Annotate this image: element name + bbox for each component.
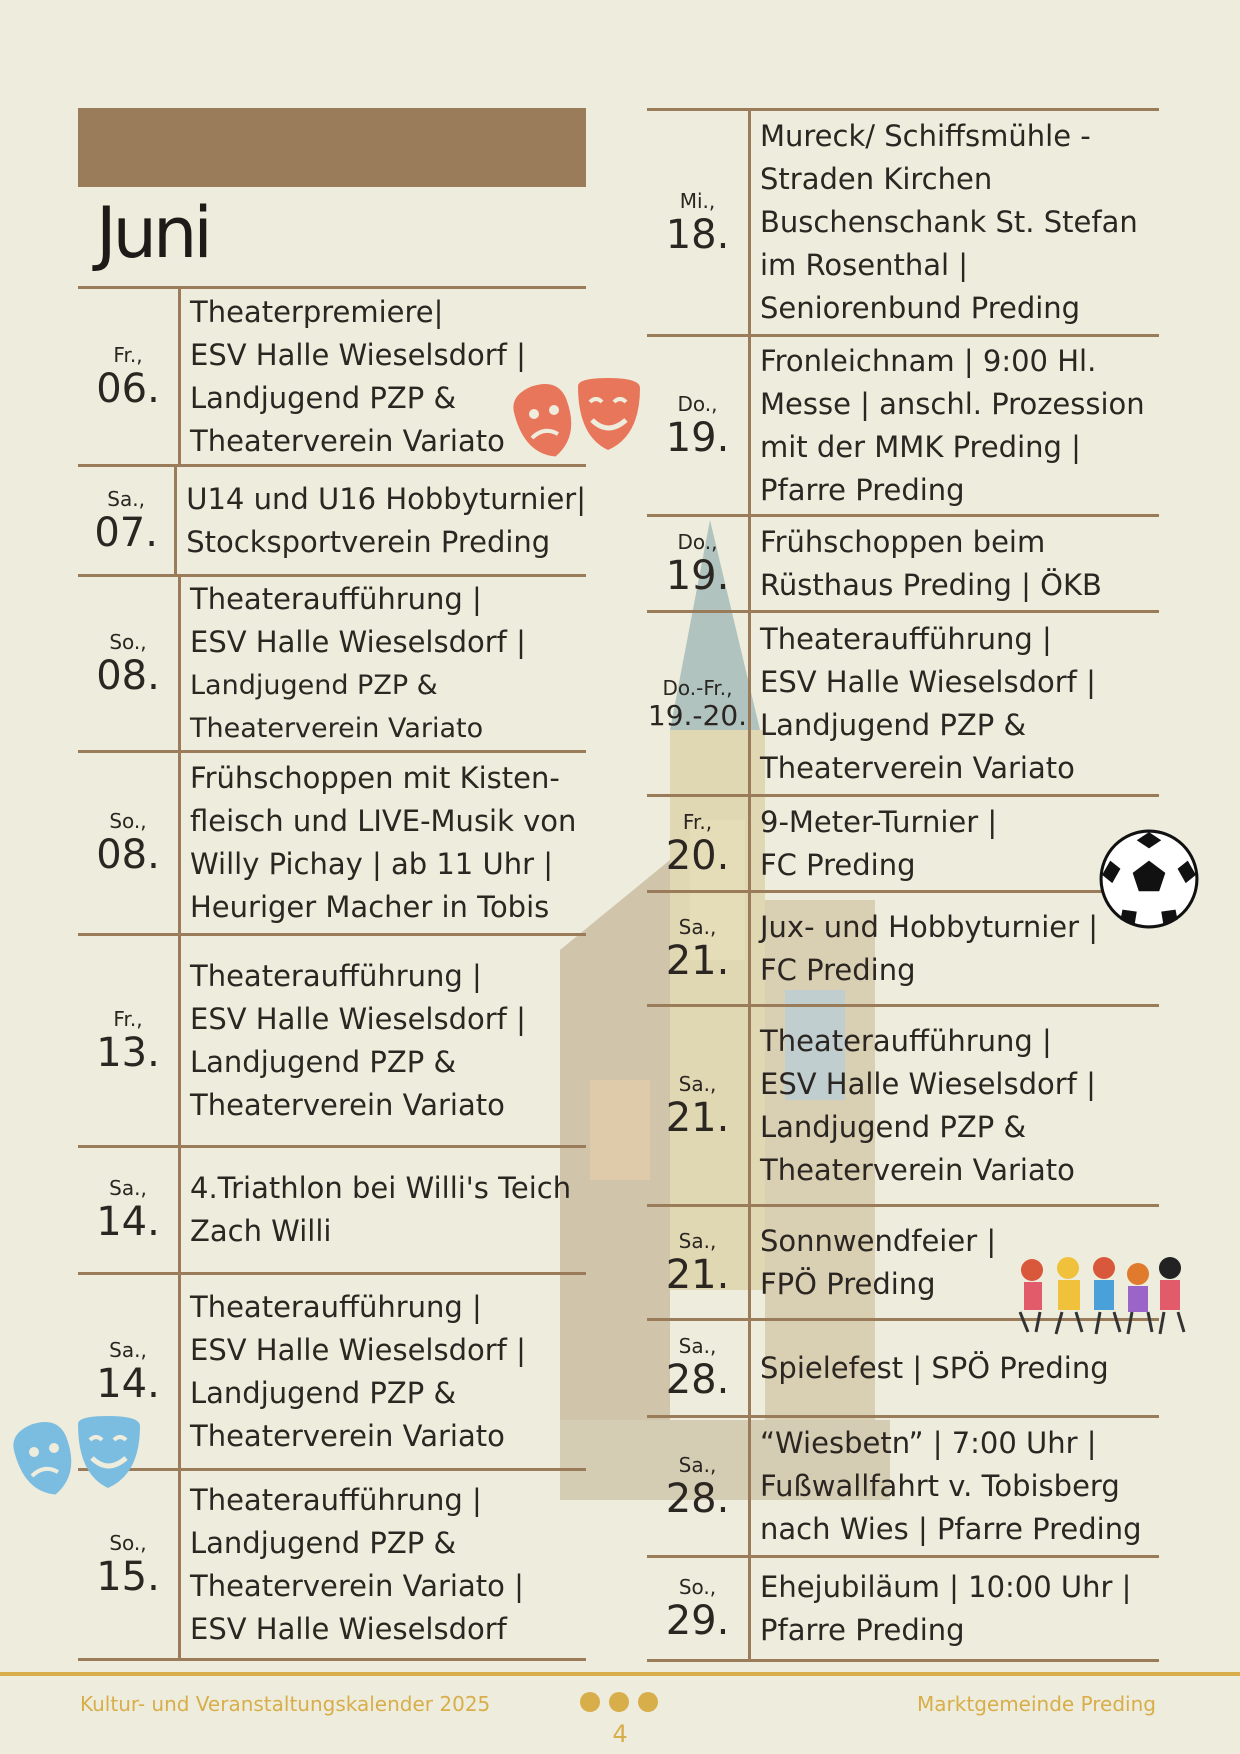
event-weekday: So.,: [109, 1530, 147, 1555]
table-row: [647, 893, 1159, 1007]
event-line: im Rosenthal |: [760, 248, 969, 282]
event-line: Landjugend PZP &: [760, 707, 1027, 742]
event-description: [181, 936, 586, 1145]
table-row: [78, 467, 586, 577]
event-line: Messe | anschl. Prozession: [760, 386, 1145, 421]
event-line: Theateraufführung |: [190, 1289, 482, 1324]
event-line: Landjugend PZP &: [190, 380, 457, 415]
theater-masks-icon: [508, 376, 648, 466]
event-day: 06.: [96, 365, 160, 412]
table-row: [647, 337, 1159, 517]
table-row: [647, 613, 1159, 797]
event-weekday: Sa.,: [678, 1334, 717, 1358]
event-day: 19.: [665, 552, 730, 599]
event-weekday: Fr.,: [682, 809, 713, 834]
event-date: [78, 467, 177, 574]
event-line: Theaterverein Variato: [190, 423, 505, 458]
event-description: [751, 1558, 1159, 1659]
event-line: Heuriger Macher in Tobis: [190, 890, 550, 924]
event-weekday: Fr.,: [113, 1006, 143, 1031]
event-day: 29.: [665, 1597, 730, 1644]
event-line: Theateraufführung |: [190, 1482, 482, 1517]
event-description: [181, 753, 586, 933]
event-date: [647, 1558, 751, 1659]
event-line: Mureck/ Schiffsmühle -: [760, 119, 1091, 153]
event-date: [647, 111, 751, 334]
event-weekday: Sa.,: [678, 1452, 717, 1477]
event-description: [181, 577, 586, 750]
table-row: [647, 1418, 1159, 1558]
event-date: [647, 1321, 751, 1415]
event-line: Theaterverein Variato: [190, 1087, 505, 1122]
right-event-table: [647, 108, 1159, 1662]
footer-dots: [580, 1692, 658, 1712]
event-line: ESV Halle Wieselsdorf |: [190, 1001, 526, 1036]
event-day: 19.: [665, 414, 730, 461]
event-line: Jux- und Hobbyturnier |: [760, 909, 1099, 944]
event-line: Pfarre Preding: [760, 472, 965, 507]
dot-icon: [609, 1692, 629, 1712]
event-day: 21.: [665, 1094, 730, 1141]
event-line: FC Preding: [760, 847, 916, 882]
event-day: 28.: [665, 1475, 730, 1522]
event-day: 13.: [96, 1029, 160, 1076]
event-day: 14.: [96, 1360, 160, 1407]
dancing-children-icon: [1010, 1252, 1190, 1342]
event-line: mit der MMK Preding |: [760, 429, 1081, 464]
event-line: ESV Halle Wieselsdorf: [190, 1611, 507, 1646]
event-line: ESV Halle Wieselsdorf |: [760, 664, 1096, 699]
event-day: 21.: [665, 937, 730, 984]
event-date: [647, 893, 751, 1004]
event-line: Theaterpremiere|: [190, 294, 444, 329]
event-line: Theaterverein Variato: [760, 750, 1075, 785]
event-day: 19.-20.: [647, 698, 748, 732]
table-row: [78, 1275, 586, 1471]
event-weekday: Do.-Fr.,: [662, 675, 733, 700]
event-line: Landjugend PZP &: [190, 1525, 457, 1560]
table-row: [647, 1007, 1159, 1207]
event-line: Spielefest | SPÖ Preding: [760, 1350, 1109, 1385]
event-date: [78, 577, 181, 750]
footer-municipality: Marktgemeinde Preding: [917, 1692, 1156, 1716]
event-day: 20.: [665, 832, 730, 879]
event-line: Zach Willi: [190, 1214, 332, 1248]
event-line: ESV Halle Wieselsdorf |: [190, 337, 526, 372]
event-day: 21.: [665, 1251, 730, 1298]
event-date: [647, 613, 751, 794]
event-description: [181, 1471, 586, 1658]
event-line: Rüsthaus Preding | ÖKB: [760, 567, 1102, 602]
event-line: Theateraufführung |: [760, 621, 1052, 656]
event-line: Theaterverein Variato |: [190, 1568, 524, 1603]
event-description: [177, 467, 586, 574]
table-row: [78, 1471, 586, 1661]
event-line: Fronleichnam | 9:00 Hl.: [760, 343, 1097, 378]
event-weekday: Sa.,: [678, 1228, 717, 1253]
event-line: FPÖ Preding: [760, 1266, 936, 1301]
footer-publication-title: Kultur- und Veranstaltungskalender 2025: [80, 1692, 491, 1716]
event-line: Pfarre Preding: [760, 1612, 965, 1647]
event-line: nach Wies | Pfarre Preding: [760, 1512, 1142, 1546]
event-date: [647, 1418, 751, 1555]
page-number: 4: [612, 1720, 628, 1748]
event-description: [751, 613, 1159, 794]
event-description: [751, 337, 1159, 514]
event-day: 14.: [96, 1199, 160, 1245]
event-line: Straden Kirchen: [760, 162, 993, 196]
event-line: 4.Triathlon bei Willi's Teich: [190, 1171, 572, 1205]
month-title: Juni: [96, 192, 209, 274]
event-date: [647, 1207, 751, 1318]
table-row: [78, 577, 586, 753]
event-line: Frühschoppen beim: [760, 524, 1046, 559]
event-weekday: Do.,: [677, 529, 718, 554]
event-line: ESV Halle Wieselsdorf |: [190, 624, 526, 659]
event-line: Seniorenbund Preding: [760, 291, 1081, 325]
event-date: [78, 753, 181, 933]
event-weekday: So.,: [109, 629, 147, 654]
event-date: [78, 289, 181, 464]
soccer-ball-icon: [1098, 828, 1200, 930]
event-line: FC Preding: [760, 952, 916, 987]
event-line: fleisch und LIVE-Musik von: [190, 804, 577, 838]
event-line: Theaterverein Variato: [190, 1418, 505, 1453]
event-line: Willy Pichay | ab 11 Uhr |: [190, 847, 553, 881]
event-weekday: Sa.,: [678, 914, 717, 939]
event-day: 07.: [94, 509, 158, 556]
event-date: [647, 1007, 751, 1204]
theater-masks-icon: [8, 1414, 148, 1504]
event-weekday: So.,: [109, 809, 147, 833]
event-description: [751, 111, 1159, 334]
event-day: 08.: [96, 832, 160, 878]
header-bar: [78, 108, 586, 187]
event-line: Fußwallfahrt v. Tobisberg: [760, 1469, 1120, 1503]
event-weekday: Sa.,: [109, 1337, 147, 1362]
event-line: ESV Halle Wieselsdorf |: [760, 1066, 1096, 1101]
event-weekday: So.,: [678, 1574, 717, 1599]
event-line: Theaterverein Variato: [760, 1152, 1075, 1187]
event-date: [647, 517, 751, 610]
footer-divider: [0, 1672, 1240, 1676]
event-line: “Wiesbetn” | 7:00 Uhr |: [760, 1426, 1097, 1460]
table-row: [78, 753, 586, 936]
event-weekday: Do.,: [677, 391, 718, 416]
table-row: [647, 797, 1159, 893]
event-line: Theateraufführung |: [190, 958, 482, 993]
dot-icon: [580, 1692, 600, 1712]
table-row: [647, 111, 1159, 337]
event-description: [751, 517, 1159, 610]
event-description: [181, 1148, 586, 1272]
event-line: Landjugend PZP &: [760, 1109, 1027, 1144]
event-line: Ehejubiläum | 10:00 Uhr |: [760, 1569, 1132, 1604]
event-line: Stocksportverein Preding: [186, 524, 551, 559]
event-line: U14 und U16 Hobbyturnier|: [186, 481, 586, 516]
event-weekday: Sa.,: [678, 1071, 717, 1096]
event-date: [78, 1148, 181, 1272]
event-date: [647, 797, 751, 890]
event-line: Frühschoppen mit Kisten-: [190, 761, 560, 795]
dot-icon: [638, 1692, 658, 1712]
event-line: Buschenschank St. Stefan: [760, 205, 1138, 239]
event-weekday: Sa.,: [107, 486, 145, 511]
event-date: [78, 936, 181, 1145]
event-line: Theaterverein Variato: [190, 712, 484, 744]
event-line: Sonnwendfeier |: [760, 1223, 997, 1258]
event-date: [647, 337, 751, 514]
event-day: 28.: [665, 1357, 730, 1403]
table-row: [647, 1558, 1159, 1662]
event-day: 15.: [96, 1553, 160, 1600]
event-description: [181, 1275, 586, 1468]
table-row: [647, 517, 1159, 613]
event-day: 18.: [665, 211, 730, 258]
event-weekday: Fr.,: [113, 342, 143, 367]
event-day: 08.: [96, 652, 160, 699]
event-weekday: Sa.,: [109, 1176, 147, 1200]
event-line: Theateraufführung |: [760, 1023, 1052, 1058]
table-row: [78, 1148, 586, 1275]
event-line: ESV Halle Wieselsdorf |: [190, 1332, 526, 1367]
event-line: 9-Meter-Turnier |: [760, 804, 998, 839]
event-weekday: Mi.,: [679, 188, 716, 213]
event-description: [751, 1418, 1159, 1555]
table-row: [78, 936, 586, 1148]
event-line: Theateraufführung |: [190, 581, 482, 616]
event-line: Landjugend PZP &: [190, 669, 438, 701]
left-event-table: [78, 286, 586, 1661]
event-description: [751, 1007, 1159, 1204]
event-line: Landjugend PZP &: [190, 1375, 457, 1410]
event-line: Landjugend PZP &: [190, 1044, 457, 1079]
